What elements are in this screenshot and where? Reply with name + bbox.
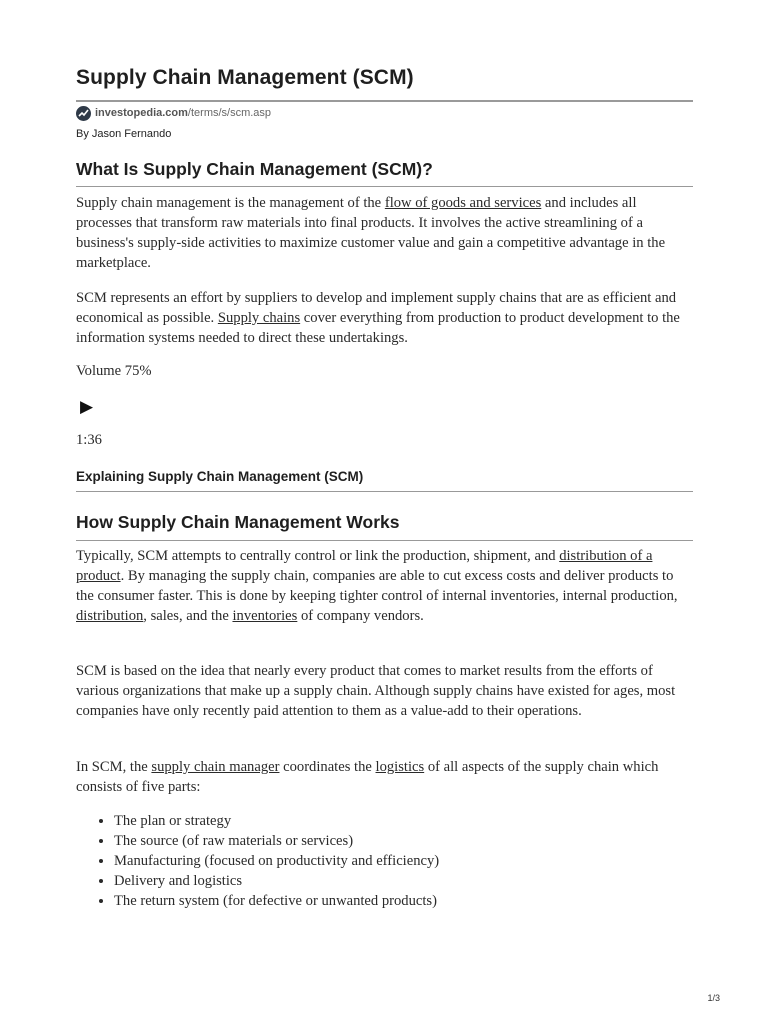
section-divider [76,186,693,187]
section-heading-how-scm-works: How Supply Chain Management Works [76,512,400,532]
list-item: • Delivery and logistics [114,871,694,891]
title-divider [76,100,693,102]
source-line[interactable] [76,104,271,122]
paragraph-scm-effort: SCM represents an effort by suppliers to develop and implement supply chains that are as efficient and economical as possible. Supply chains cover everything from production to product development to the information systems needed to direct these undertakings. [76,290,680,346]
investopedia-logo-icon [76,106,91,121]
link-flow-of-goods[interactable]: flow of goods and services [384,195,542,211]
video-duration: 1:36 [76,432,102,448]
list-item: • Manufacturing (focused on productivity and efficiency) [114,851,694,871]
section-divider [76,540,693,541]
video-volume-label: Volume 75% [76,363,152,379]
page-number: 1/3 [707,993,720,1003]
paragraph-intro: Supply chain management is the management of the flow of goods and services and includes all processes that transform raw materials into final products. It involves the active streamlining of a business's supply-side activities to maximize customer value and gain a competitive advantage in the marketplace. [76,195,666,271]
source-path[interactable]: /terms/s/scm.asp [187,107,272,119]
caption-divider [76,491,693,492]
article-title: Supply Chain Management (SCM) [76,66,414,89]
link-supply-chains[interactable]: Supply chains [217,310,301,326]
link-logistics[interactable]: logistics [375,759,425,775]
link-distribution-of-a-product[interactable]: distribution of a product [76,548,653,584]
link-supply-chain-manager[interactable]: supply chain manager [151,759,280,775]
five-parts-list [76,811,694,911]
byline: By Jason Fernando [76,128,172,140]
paragraph-scm-manager: In SCM, the supply chain manager coordinates the logistics of all aspects of the supply chain which consists of five parts: [76,759,659,795]
video-caption: Explaining Supply Chain Management (SCM) [76,469,364,484]
list-item: • The source (of raw materials or services) [114,831,694,851]
source-domain[interactable]: investopedia.com [95,107,188,119]
link-distribution[interactable]: distribution [76,608,144,624]
paragraph-how-scm-works: Typically, SCM attempts to centrally control or link the production, shipment, and distribution of a product. By managing the supply chain, companies are able to cut excess costs and deliver products to the consumer faster. This is done by keeping tighter control of internal inventories, internal production, distribution, sales, and the inventories of company vendors. [76,548,678,624]
link-inventories[interactable]: inventories [232,608,298,624]
paragraph-scm-idea: SCM is based on the idea that nearly every product that comes to market results from the efforts of various organizations that make up a supply chain. Although supply chains have existed for ages, most companies have only recently paid attention to them as a value-add to their operations. [76,663,676,719]
list-item: • The return system (for defective or unwanted products) [114,891,694,911]
list-item: • The plan or strategy [114,811,694,831]
play-icon[interactable]: ▶ [80,397,94,417]
section-heading-what-is-scm: What Is Supply Chain Management (SCM)? [76,159,433,179]
